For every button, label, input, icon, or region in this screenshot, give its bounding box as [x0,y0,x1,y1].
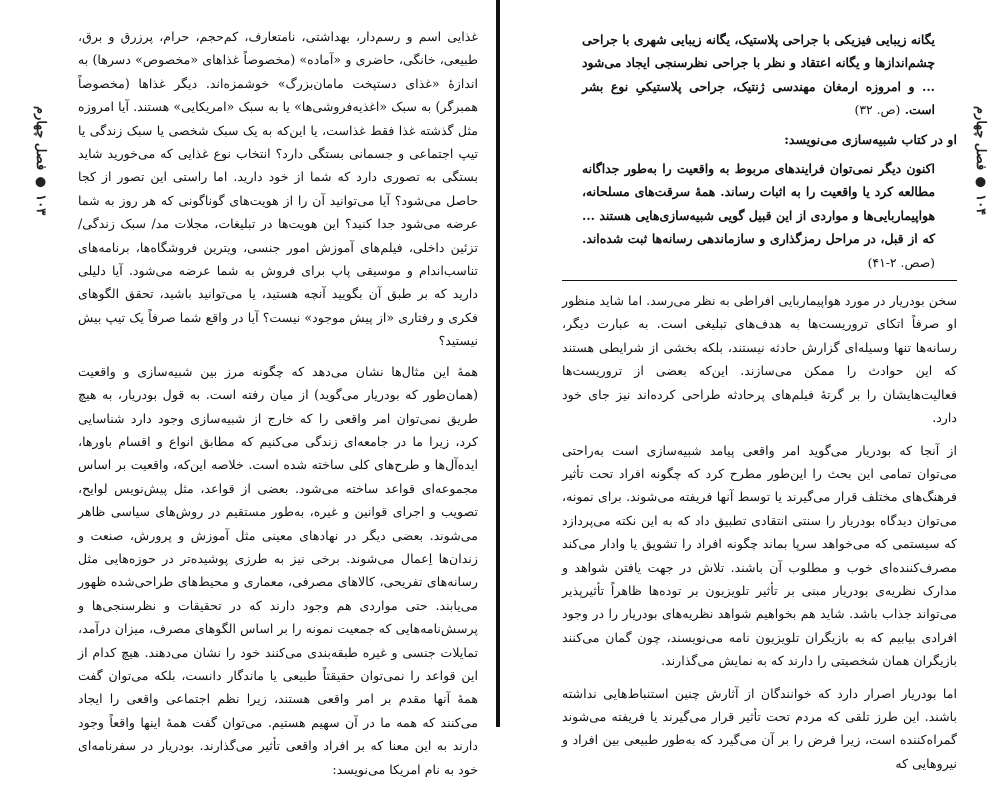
paragraph: همهٔ این مثال‌ها نشان می‌دهد که چگونه مرز بین شبیه‌سازی و واقعیت (همان‌طور که بودریار می‌گوید) از میان رفته است. به قول بودریار، به هیچ طریق نمی‌توان امر واقعی را که خارج از شبیه‌سازی وجود دارد شناسایی کرد، زیرا ما در جامعه‌ای زندگی می‌کنیم که مطابق انواع و اقسام باورها، ایده‌آل‌ها و طرح‌های کلی ساخته شده است. خلاصه این‌که، واقعیت بر اساس مجموعه‌ای قواعد ساخته می‌شود. بعضی از قواعد، مثل پیش‌نویس لوایح، تصویب و اجرای قوانین و غیره، به‌طور مستقیم در روش‌های سیاسی ظاهر می‌شوند. بعضی دیگر در نهادهای معینی مثل آموزش و پرورش، صنعت و زندان‌ها اِعمال می‌شوند. برخی نیز به طرزی پوشیده‌تر در حوزه‌هایی مثل رسانه‌های تفریحی، کالاهای مصرفی، معماری و محیط‌های طراحی‌شده ظهور می‌یابند. حتی مواردی هم وجود دارند که در تحقیقات و نظرسنجی‌ها و پرسش‌نامه‌هایی که جمعیت نمونه را بر اساس الگوهای مصرف، میزان درآمد، تمایلات جنسی و غیره طبقه‌بندی می‌کنند خود را نشان می‌دهند. هیچ کدام از این قواعد را نمی‌توان حقیقتاً طبیعی یا ماندگار دانست، بلکه می‌توان گفت همهٔ آنها مقدم بر امر واقعی هستند، زیرا نظم اجتماعی واقعی را ایجاد می‌کنند که همه ما در آن سهیم هستیم. می‌توان گفت همهٔ اینها واقعاً وجود دارند به این معنا که بر افراد واقعی تأثیر می‌گذارند. بودریار در سفرنامه‌ای خود به نام امریکا می‌نویسد: [78,363,478,777]
quote-citation: (ص. ۳۲) [854,102,901,118]
right-text-column [562,28,957,784]
quote-citation: (صص. ۲-۴۱) [867,254,935,270]
left-text-column [78,25,478,791]
quote-intro: او در کتاب شبیه‌سازی می‌نویسد: [784,131,957,147]
left-page [0,0,496,777]
right-page [500,0,996,771]
quote-text: اکنون دیگر نمی‌توان فرایندهای مربوط به واقعیت را به‌طور جداگانه مطالعه کرد یا واقعیت را به اثبات رساند. همهٔ سرقت‌های مسلحانه، هواپیماربایی‌ها و مواردی از این قبیل گویی شبیه‌سازی‌هایی هستند ... که از قبل، در مراحل رمزگذاری و سازماندهی رسانه‌ها ثبت شده‌اند. [582,161,935,247]
section-divider [562,280,957,281]
running-header: ۱۰۴ ● فصل چهارم [973,105,988,215]
running-header: ۱۰۳ ● فصل چهارم [33,105,48,215]
block-quote [582,28,935,122]
quote-text: یگانه زیبایی فیزیکی با جراحی پلاستیک، یگانه زیبایی شهری با جراحی چشم‌اندازها و یگانه اعتقاد و نظر با جراحی نظرسنجی ایجاد می‌شود ... و امروزه ارمغان مهندسی ژنتیک، جراحی پلاستیکیِ نوع بشر است. [582,32,935,118]
paragraph: اما بودریار اصرار دارد که خوانندگان از آثارش چنین استنباط‌هایی نداشته باشند. این طرز تلقی که مردم تحت تأثیر قرار می‌گیرند یا فریفته می‌شوند گمراه‌کننده است، زیرا فرض را بر آن می‌گیرد که به‌طور طبیعی بین افراد و نیروهایی که [562,685,957,771]
paragraph: سخن بودریار در مورد هواپیماربایی افراطی به نظر می‌رسد. اما شاید منظور او صرفاً اتکای تروریست‌ها به هدف‌های تبلیغی است. به عبارت دیگر، رسانه‌ها تنها وسیله‌ای گزارش حادثه نیستند، بلکه بخشی از شرایطی هستند که این حوادث را ممکن می‌سازند. این‌که بعضی از تروریست‌ها فعالیت‌هایشان را بر گرتهٔ فیلم‌های پرحادثه طراحی کرده‌اند نیز جای خود دارد. [562,293,957,426]
block-quote [582,157,935,274]
paragraph: غذایی اسم و رسم‌دار، بهداشتی، نامتعارف، کم‌حجم، حرام، پرزرق و برق، طبیعی، خانگی، حاضری و «آماده» (مخصوصاً غذاهای «مخصوص» دسرها) به اندازهٔ «غذای دستپخت مامان‌بزرگ» خوشمزه‌اند. دیگر غذاها (مخصوصاً همبرگر) به سبک «اغذیه‌فروشی‌ها» یا به سبک «امریکایی» هستند. آیا امروزه مثل گذشته غذا فقط غذاست، یا این‌که به یک سبک شخصی یا سبک زندگی یا تیپ اجتماعی و جسمانی بستگی دارد؟ انتخاب نوع غذایی که می‌خورید شاید بستگی به تصوری دارد که شما از خود دارید. اما راستی این تصور از کجا حاصل می‌شود؟ آیا می‌توانید آن را از هویت‌های گوناگونی که هر روز به شما عرضه می‌شود جدا کنید؟ این هویت‌ها در تبلیغات، مجلات مد/ سبک زندگی/ تزئین داخلی، فیلم‌های آموزش امور جنسی، ویترین فروشگاه‌ها، برنامه‌های تناسب‌اندام و موسیقی پاپ برای فروش به شما عرضه می‌شود. آیا دلیلی دارید که بر طبق آن بگویید آنچه هستید، یا می‌توانید باشید، تحقق الگوهای فکری و رفتاری «از پیش موجود» نیست؟ آیا در واقع شما صرفاً یک تیپ بیش نیستید؟ [78,29,478,349]
body-text [562,289,957,775]
paragraph: از آنجا که بودریار می‌گوید امر واقعی پیامد شبیه‌سازی است به‌راحتی می‌توان تمامی این بحث را این‌طور مطرح کرد که چگونه افراد تحت تأثیر فرهنگ‌های مختلف قرار می‌گیرند یا توسط آنها فریفته می‌شوند. برای نمونه، می‌توان دیدگاه بودریار را سنتی انتقادی تطبیق داد که به این نکته می‌پردازد که سیستمی که می‌خواهد سرپا بماند چگونه افراد را تشویق یا وادار می‌کند مصرف‌کننده‌ای خوب و مطلوب آن باشند. تلاش در جهت یافتن شواهد و مدارک نظریه‌ی بودریار مبنی بر تأثیر تلویزیون بر توده‌ها ظاهراً تأثیرپذیر می‌تواند جذاب باشد. شاید هم بخواهیم شواهد نظریه‌های بودریار را در وجود افرادی بیابیم که به بازیگران تلویزیون نامه می‌نویسند، چون گمان می‌کنند بازیگران همان شخصیتی را دارند که به نمایش می‌گذارند. [562,442,957,669]
